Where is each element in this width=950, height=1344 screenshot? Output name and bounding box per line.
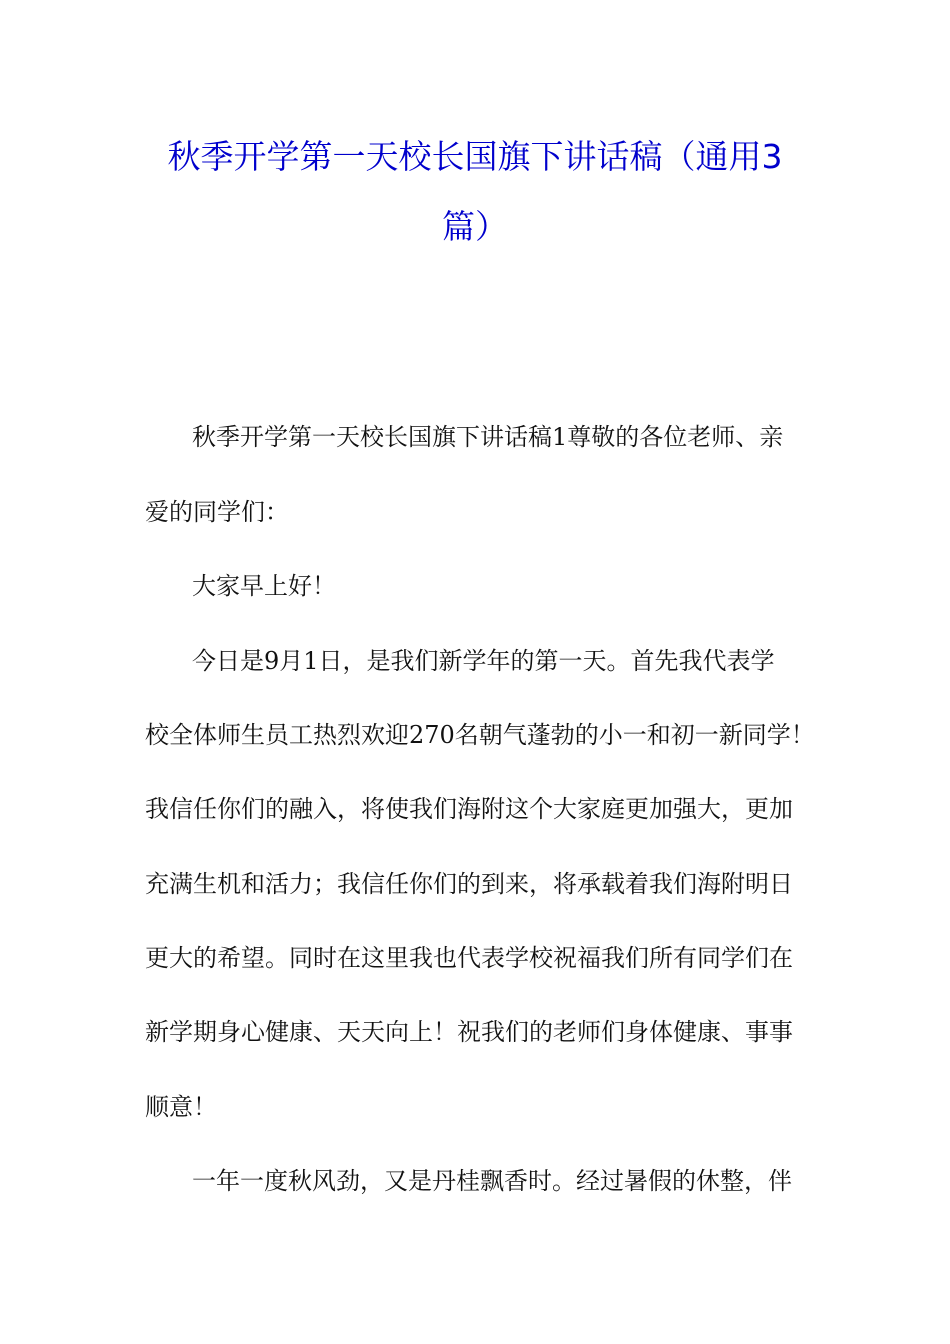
body-line-8: 更大的希望。同时在这里我也代表学校祝福我们所有同学们在	[145, 944, 793, 972]
body-line-2: 爱的同学们：	[145, 498, 289, 526]
body-line-5: 校全体师生员工热烈欢迎270名朝气蓬勃的小一和初一新同学！	[145, 721, 815, 749]
body-line-3: 大家早上好！	[192, 572, 336, 600]
document-title-line-1: 秋季开学第一天校长国旗下讲话稿（通用3	[167, 137, 783, 176]
body-line-6: 我信任你们的融入，将使我们海附这个大家庭更加强大，更加	[145, 795, 793, 823]
body-line-4: 今日是9月1日，是我们新学年的第一天。首先我代表学	[192, 647, 775, 675]
document-title-line-2: 篇）	[442, 207, 508, 246]
body-line-7: 充满生机和活力；我信任你们的到来，将承载着我们海附明日	[145, 870, 793, 898]
body-line-1: 秋季开学第一天校长国旗下讲话稿1尊敬的各位老师、亲	[192, 423, 784, 451]
body-line-9: 新学期身心健康、天天向上！祝我们的老师们身体健康、事事	[145, 1018, 793, 1046]
body-line-11: 一年一度秋风劲，又是丹桂飘香时。经过暑假的休整，伴	[192, 1167, 792, 1195]
body-line-10: 顺意！	[145, 1093, 217, 1121]
